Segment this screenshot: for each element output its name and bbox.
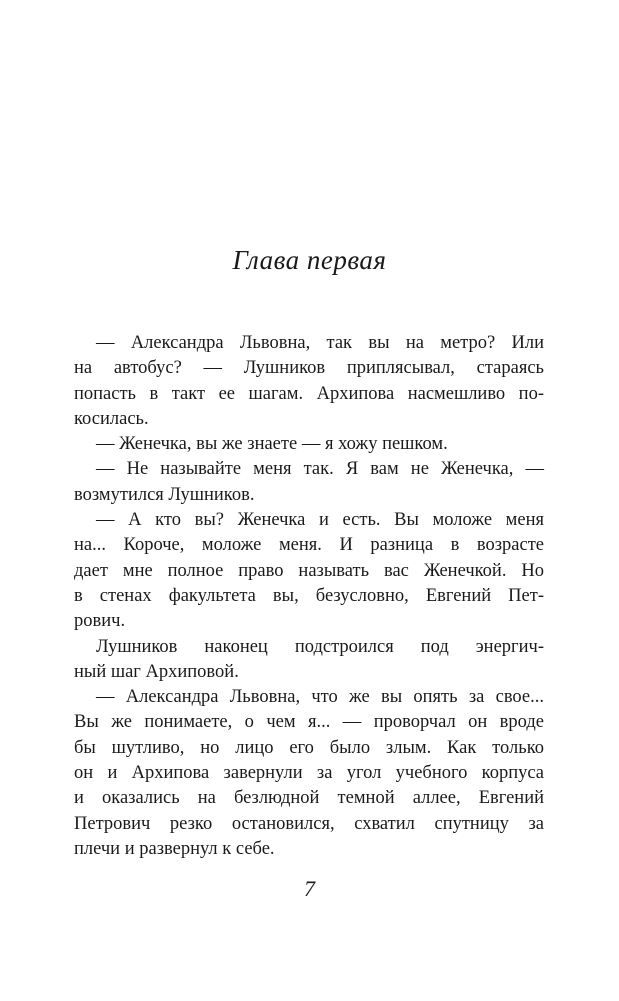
text-line: на автобус? — Лушников приплясывал, стараясь bbox=[74, 358, 544, 379]
text-line: попасть в такт ее шагам. Архипова насмешливо по- bbox=[74, 383, 544, 404]
text-line: в стенах факультета вы, безусловно, Евгений Пет- bbox=[74, 585, 544, 606]
text-line: — А кто вы? Женечка и есть. Вы моложе меня bbox=[96, 510, 544, 531]
text-line: — Александра Львовна, что же вы опять за свое... bbox=[96, 687, 544, 708]
text-line: Вы же понимаете, о чем я... — проворчал он вроде bbox=[74, 712, 544, 733]
text-line: — Не называйте меня так. Я вам не Женечка, — bbox=[96, 459, 544, 480]
text-line: — Женечка, вы же знаете — я хожу пешком. bbox=[96, 434, 448, 455]
text-line: на... Короче, моложе меня. И разница в возрасте bbox=[74, 535, 544, 556]
text-line: рович. bbox=[74, 611, 126, 632]
text-line: дает мне полное право называть вас Женечкой. Но bbox=[74, 560, 544, 581]
text-line: косилась. bbox=[74, 408, 149, 429]
body-text bbox=[74, 331, 544, 862]
text-line: и оказались на безлюдной темной аллее, Евгений bbox=[74, 788, 544, 809]
text-line: плечи и развернул к себе. bbox=[74, 838, 275, 859]
chapter-title: Глава первая bbox=[232, 245, 387, 275]
text-line: бы шутливо, но лицо его было злым. Как только bbox=[74, 737, 544, 758]
page-number: 7 bbox=[304, 876, 315, 901]
text-line: — Александра Львовна, так вы на метро? Или bbox=[96, 333, 544, 353]
text-line: Лушников наконец подстроился под энергич- bbox=[96, 636, 544, 657]
text-line: ный шаг Архиповой. bbox=[74, 661, 239, 682]
text-line: он и Архипова завернули за угол учебного корпуса bbox=[74, 763, 544, 784]
text-line: возмутился Лушников. bbox=[74, 484, 255, 505]
text-line: Петрович резко остановился, схватил спутницу за bbox=[74, 813, 544, 834]
